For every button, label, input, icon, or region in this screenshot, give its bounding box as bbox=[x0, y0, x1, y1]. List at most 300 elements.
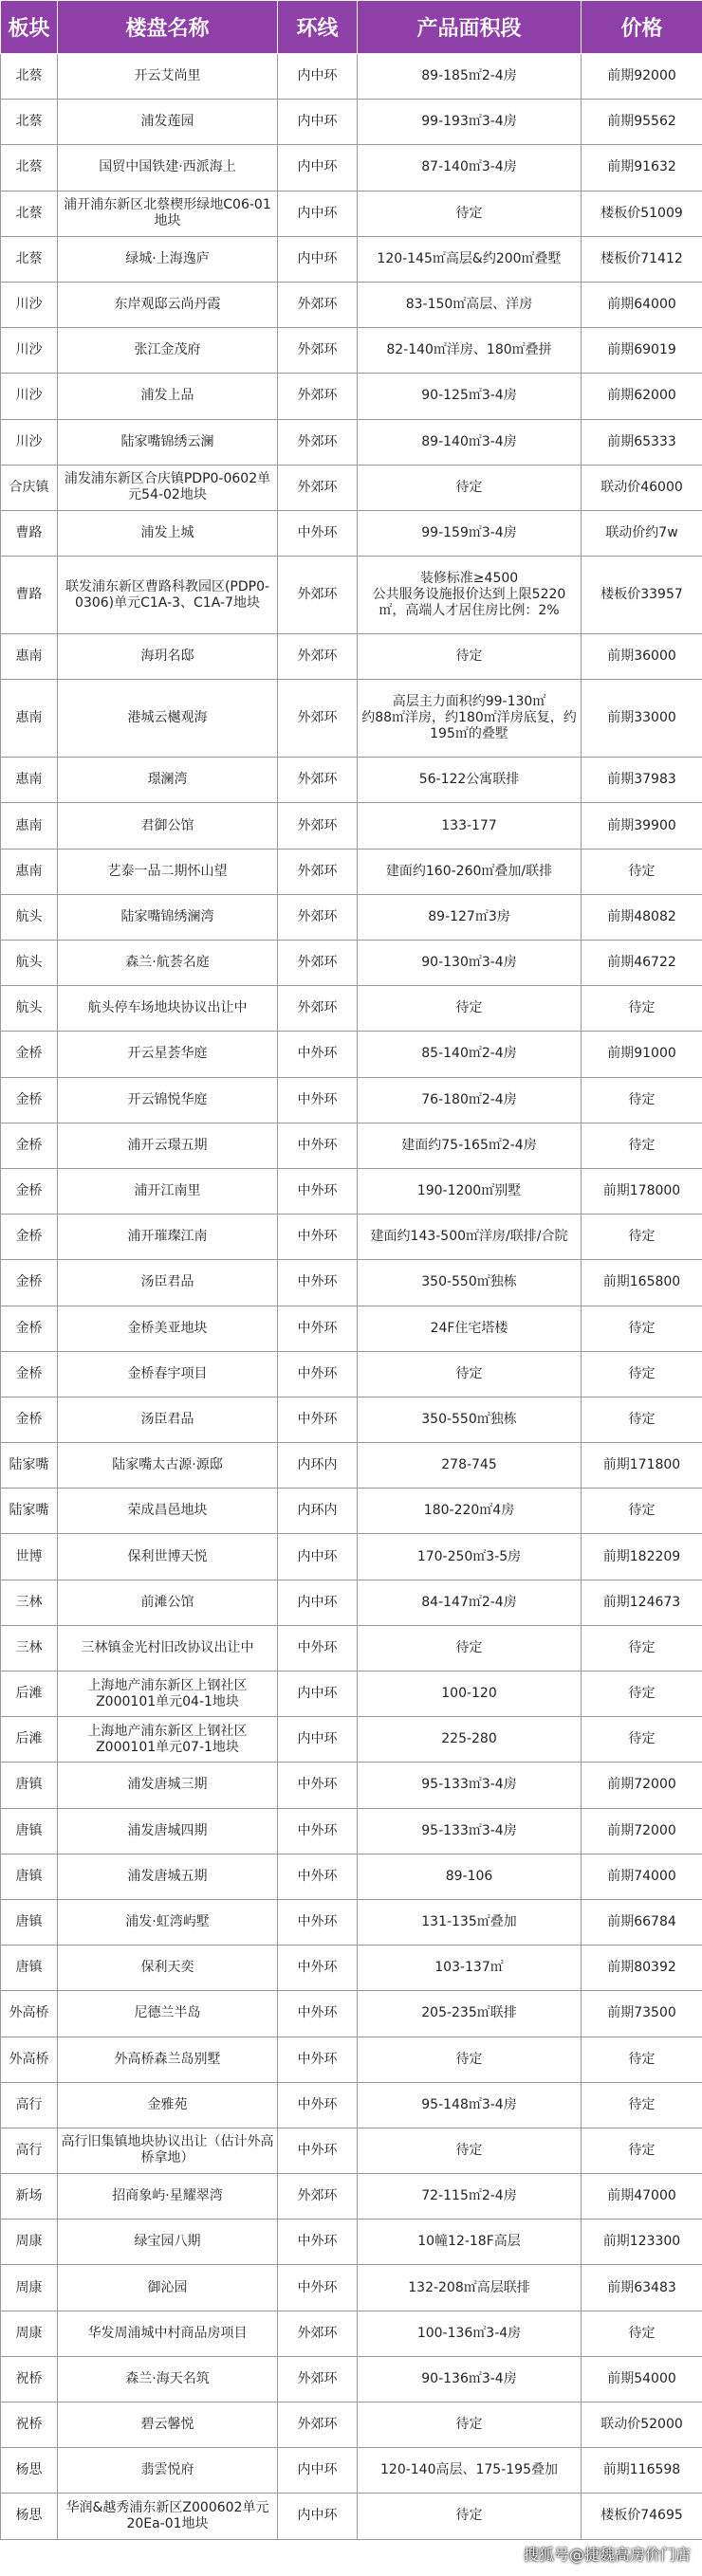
cell-ring-road: 中外环 bbox=[278, 1946, 358, 1991]
cell-district: 金桥 bbox=[1, 1077, 58, 1123]
cell-district: 航头 bbox=[1, 941, 58, 986]
cell-area-range: 待定 bbox=[358, 986, 582, 1032]
cell-area-range: 89-106 bbox=[358, 1854, 582, 1899]
cell-district: 唐镇 bbox=[1, 1808, 58, 1854]
cell-district: 金桥 bbox=[1, 1351, 58, 1397]
cell-project-name: 浦发唐城五期 bbox=[58, 1854, 278, 1899]
cell-price: 前期62000 bbox=[582, 374, 702, 419]
cell-ring-road: 内中环 bbox=[278, 2448, 358, 2494]
cell-area-range: 190-1200㎡别墅 bbox=[358, 1168, 582, 1214]
table-row bbox=[1, 191, 702, 236]
table-row bbox=[1, 1946, 702, 1991]
cell-area-range: 350-550㎡独栋 bbox=[358, 1260, 582, 1306]
cell-project-name: 东岸观邸云尚丹霞 bbox=[58, 282, 278, 327]
cell-ring-road: 中外环 bbox=[278, 1351, 358, 1397]
cell-project-name: 森兰·航荟名庭 bbox=[58, 941, 278, 986]
cell-ring-road: 内环内 bbox=[278, 1489, 358, 1534]
cell-project-name: 森兰·海天名筑 bbox=[58, 2356, 278, 2402]
cell-project-name: 浦发上品 bbox=[58, 374, 278, 419]
table-row bbox=[1, 100, 702, 145]
cell-district: 周康 bbox=[1, 2220, 58, 2265]
cell-area-range: 待定 bbox=[358, 2037, 582, 2082]
cell-project-name: 航头停车场地块协议出让中 bbox=[58, 986, 278, 1032]
cell-area-range: 120-145㎡高层&约200㎡叠墅 bbox=[358, 236, 582, 282]
cell-project-name: 浦开浦东新区北蔡楔形绿地C06-01地块 bbox=[58, 191, 278, 236]
cell-project-name: 开云艾尚里 bbox=[58, 54, 278, 100]
cell-price: 前期64000 bbox=[582, 282, 702, 327]
table-row bbox=[1, 1625, 702, 1671]
cell-area-range: 170-250㎡3-5房 bbox=[358, 1534, 582, 1580]
cell-area-range: 89-127㎡3房 bbox=[358, 894, 582, 940]
cell-area-range: 待定 bbox=[358, 2402, 582, 2448]
cell-district: 北蔡 bbox=[1, 100, 58, 145]
cell-area-range: 待定 bbox=[358, 191, 582, 236]
cell-area-range: 99-193㎡3-4房 bbox=[358, 100, 582, 145]
cell-district: 金桥 bbox=[1, 1397, 58, 1442]
cell-district: 金桥 bbox=[1, 1306, 58, 1351]
table-row bbox=[1, 849, 702, 894]
cell-district: 曹路 bbox=[1, 510, 58, 556]
header-ring-road: 环线 bbox=[278, 1, 358, 54]
cell-ring-road: 外郊环 bbox=[278, 803, 358, 849]
cell-district: 金桥 bbox=[1, 1260, 58, 1306]
cell-area-range: 10幢12-18F高层 bbox=[358, 2220, 582, 2265]
table-row bbox=[1, 145, 702, 191]
cell-area-range: 225-280 bbox=[358, 1717, 582, 1763]
cell-price: 前期171800 bbox=[582, 1443, 702, 1489]
cell-district: 川沙 bbox=[1, 419, 58, 465]
cell-ring-road: 外郊环 bbox=[278, 941, 358, 986]
table-row bbox=[1, 2082, 702, 2128]
cell-district: 唐镇 bbox=[1, 1946, 58, 1991]
table-body bbox=[1, 54, 702, 2540]
table-row bbox=[1, 2037, 702, 2082]
cell-area-range: 131-135㎡叠加 bbox=[358, 1899, 582, 1945]
cell-price: 待定 bbox=[582, 2037, 702, 2082]
table-row bbox=[1, 1763, 702, 1808]
table-row bbox=[1, 328, 702, 374]
cell-ring-road: 内中环 bbox=[278, 100, 358, 145]
cell-ring-road: 中外环 bbox=[278, 2128, 358, 2173]
cell-district: 世博 bbox=[1, 1534, 58, 1580]
header-district: 板块 bbox=[1, 1, 58, 54]
cell-price: 前期37983 bbox=[582, 758, 702, 803]
cell-ring-road: 内中环 bbox=[278, 54, 358, 100]
header-project-name: 楼盘名称 bbox=[58, 1, 278, 54]
cell-area-range: 装修标准≥4500 公共服务设施报价达到上限5220㎡，高端人才居住房比例：2% bbox=[358, 557, 582, 634]
table-row bbox=[1, 894, 702, 940]
cell-price: 前期182209 bbox=[582, 1534, 702, 1580]
cell-price: 待定 bbox=[582, 1306, 702, 1351]
cell-price: 前期72000 bbox=[582, 1763, 702, 1808]
cell-price: 楼板价71412 bbox=[582, 236, 702, 282]
cell-price: 前期69019 bbox=[582, 328, 702, 374]
cell-district: 后滩 bbox=[1, 1717, 58, 1763]
table-row bbox=[1, 1808, 702, 1854]
header-area-range: 产品面积段 bbox=[358, 1, 582, 54]
cell-price: 待定 bbox=[582, 1351, 702, 1397]
cell-project-name: 开云锦悦华庭 bbox=[58, 1077, 278, 1123]
table-row bbox=[1, 941, 702, 986]
cell-district: 惠南 bbox=[1, 758, 58, 803]
cell-area-range: 82-140㎡洋房、180㎡叠拼 bbox=[358, 328, 582, 374]
cell-area-range: 132-208㎡高层联排 bbox=[358, 2265, 582, 2311]
cell-ring-road: 内中环 bbox=[278, 191, 358, 236]
table-row bbox=[1, 1443, 702, 1489]
cell-project-name: 浦发唐城三期 bbox=[58, 1763, 278, 1808]
cell-project-name: 外高桥森兰岛别墅 bbox=[58, 2037, 278, 2082]
watermark: 搜狐号@捷魏高房价门店 bbox=[523, 2546, 691, 2564]
cell-ring-road: 中外环 bbox=[278, 1808, 358, 1854]
cell-area-range: 278-745 bbox=[358, 1443, 582, 1489]
cell-project-name: 君御公馆 bbox=[58, 803, 278, 849]
cell-area-range: 24F住宅塔楼 bbox=[358, 1306, 582, 1351]
cell-project-name: 陆家嘴太古源·源邸 bbox=[58, 1443, 278, 1489]
table-row bbox=[1, 2311, 702, 2356]
cell-district: 三林 bbox=[1, 1625, 58, 1671]
cell-price: 待定 bbox=[582, 1077, 702, 1123]
cell-ring-road: 外郊环 bbox=[278, 374, 358, 419]
table-row bbox=[1, 510, 702, 556]
cell-district: 杨思 bbox=[1, 2494, 58, 2539]
cell-district: 北蔡 bbox=[1, 236, 58, 282]
cell-district: 金桥 bbox=[1, 1215, 58, 1260]
cell-area-range: 95-148㎡3-4房 bbox=[358, 2082, 582, 2128]
cell-area-range: 待定 bbox=[358, 1351, 582, 1397]
cell-area-range: 350-550㎡独栋 bbox=[358, 1397, 582, 1442]
table-row bbox=[1, 282, 702, 327]
cell-ring-road: 内中环 bbox=[278, 236, 358, 282]
cell-area-range: 120-140高层、175-195叠加 bbox=[358, 2448, 582, 2494]
cell-project-name: 国贸中国铁建·西派海上 bbox=[58, 145, 278, 191]
cell-area-range: 90-136㎡3-4房 bbox=[358, 2356, 582, 2402]
cell-ring-road: 中外环 bbox=[278, 1397, 358, 1442]
cell-district: 惠南 bbox=[1, 849, 58, 894]
cell-price: 前期95562 bbox=[582, 100, 702, 145]
cell-area-range: 72-115㎡2-4房 bbox=[358, 2174, 582, 2220]
cell-price: 前期65333 bbox=[582, 419, 702, 465]
cell-price: 待定 bbox=[582, 1489, 702, 1534]
cell-ring-road: 中外环 bbox=[278, 1168, 358, 1214]
cell-area-range: 56-122公寓联排 bbox=[358, 758, 582, 803]
cell-ring-road: 外郊环 bbox=[278, 634, 358, 680]
cell-ring-road: 中外环 bbox=[278, 1306, 358, 1351]
cell-area-range: 待定 bbox=[358, 634, 582, 680]
cell-area-range: 180-220㎡4房 bbox=[358, 1489, 582, 1534]
cell-price: 前期165800 bbox=[582, 1260, 702, 1306]
cell-project-name: 陆家嘴锦绣云澜 bbox=[58, 419, 278, 465]
header-price: 价格 bbox=[582, 1, 702, 54]
cell-project-name: 上海地产浦东新区上钢社区Z000101单元04-1地块 bbox=[58, 1672, 278, 1717]
cell-district: 三林 bbox=[1, 1580, 58, 1625]
cell-project-name: 艺泰一品二期怀山望 bbox=[58, 849, 278, 894]
cell-district: 周康 bbox=[1, 2265, 58, 2311]
cell-district: 金桥 bbox=[1, 1168, 58, 1214]
cell-district: 惠南 bbox=[1, 803, 58, 849]
cell-project-name: 绿宝园八期 bbox=[58, 2220, 278, 2265]
cell-project-name: 汤臣君品 bbox=[58, 1397, 278, 1442]
cell-ring-road: 中外环 bbox=[278, 1899, 358, 1945]
table-header-row bbox=[1, 1, 702, 54]
cell-project-name: 绿城·上海逸庐 bbox=[58, 236, 278, 282]
cell-area-range: 84-147㎡2-4房 bbox=[358, 1580, 582, 1625]
cell-price: 待定 bbox=[582, 986, 702, 1032]
cell-district: 周康 bbox=[1, 2311, 58, 2356]
cell-ring-road: 外郊环 bbox=[278, 419, 358, 465]
table-row bbox=[1, 557, 702, 634]
cell-price: 联动价46000 bbox=[582, 465, 702, 510]
cell-project-name: 荣成昌邑地块 bbox=[58, 1489, 278, 1534]
cell-ring-road: 中外环 bbox=[278, 1991, 358, 2037]
cell-price: 前期36000 bbox=[582, 634, 702, 680]
cell-area-range: 89-185㎡2-4房 bbox=[358, 54, 582, 100]
cell-ring-road: 外郊环 bbox=[278, 328, 358, 374]
cell-area-range: 建面约160-260㎡叠加/联排 bbox=[358, 849, 582, 894]
cell-district: 祝桥 bbox=[1, 2402, 58, 2448]
cell-district: 北蔡 bbox=[1, 54, 58, 100]
cell-ring-road: 外郊环 bbox=[278, 849, 358, 894]
cell-ring-road: 中外环 bbox=[278, 1625, 358, 1671]
cell-ring-road: 外郊环 bbox=[278, 758, 358, 803]
cell-ring-road: 外郊环 bbox=[278, 2311, 358, 2356]
cell-area-range: 205-235㎡联排 bbox=[358, 1991, 582, 2037]
table-row bbox=[1, 1168, 702, 1214]
cell-district: 陆家嘴 bbox=[1, 1489, 58, 1534]
cell-project-name: 保利世博天悦 bbox=[58, 1534, 278, 1580]
cell-area-range: 90-125㎡3-4房 bbox=[358, 374, 582, 419]
cell-price: 前期66784 bbox=[582, 1899, 702, 1945]
cell-district: 高行 bbox=[1, 2128, 58, 2173]
cell-district: 外高桥 bbox=[1, 1991, 58, 2037]
table-row bbox=[1, 2448, 702, 2494]
cell-project-name: 尼德兰半岛 bbox=[58, 1991, 278, 2037]
cell-district: 唐镇 bbox=[1, 1763, 58, 1808]
table-row bbox=[1, 2128, 702, 2173]
table-row bbox=[1, 1854, 702, 1899]
table-row bbox=[1, 1306, 702, 1351]
table-row bbox=[1, 1123, 702, 1168]
cell-price: 待定 bbox=[582, 2082, 702, 2128]
table-row bbox=[1, 465, 702, 510]
cell-district: 曹路 bbox=[1, 557, 58, 634]
cell-project-name: 高行旧集镇地块协议出让（估计外高桥拿地） bbox=[58, 2128, 278, 2173]
cell-area-range: 100-136㎡3-4房 bbox=[358, 2311, 582, 2356]
cell-project-name: 浦开江南里 bbox=[58, 1168, 278, 1214]
cell-price: 楼板价74695 bbox=[582, 2494, 702, 2539]
cell-price: 前期91000 bbox=[582, 1032, 702, 1077]
cell-district: 川沙 bbox=[1, 374, 58, 419]
cell-project-name: 御沁园 bbox=[58, 2265, 278, 2311]
cell-project-name: 金桥美亚地块 bbox=[58, 1306, 278, 1351]
cell-price: 楼板价33957 bbox=[582, 557, 702, 634]
cell-project-name: 联发浦东新区曹路科教园区(PDP0-0306)单元C1A-3、C1A-7地块 bbox=[58, 557, 278, 634]
cell-price: 待定 bbox=[582, 2128, 702, 2173]
cell-area-range: 95-133㎡3-4房 bbox=[358, 1808, 582, 1854]
cell-price: 前期178000 bbox=[582, 1168, 702, 1214]
cell-ring-road: 中外环 bbox=[278, 1032, 358, 1077]
cell-area-range: 89-140㎡3-4房 bbox=[358, 419, 582, 465]
cell-district: 唐镇 bbox=[1, 1854, 58, 1899]
cell-area-range: 建面约143-500㎡洋房/联排/合院 bbox=[358, 1215, 582, 1260]
cell-price: 前期80392 bbox=[582, 1946, 702, 1991]
cell-price: 待定 bbox=[582, 1717, 702, 1763]
cell-project-name: 浦发莲园 bbox=[58, 100, 278, 145]
table-row bbox=[1, 2356, 702, 2402]
cell-ring-road: 中外环 bbox=[278, 2082, 358, 2128]
table-row bbox=[1, 1534, 702, 1580]
cell-ring-road: 内中环 bbox=[278, 2494, 358, 2539]
cell-ring-road: 外郊环 bbox=[278, 557, 358, 634]
cell-ring-road: 外郊环 bbox=[278, 894, 358, 940]
cell-project-name: 招商象屿·星耀翠湾 bbox=[58, 2174, 278, 2220]
cell-ring-road: 内中环 bbox=[278, 1534, 358, 1580]
cell-project-name: 海玥名邸 bbox=[58, 634, 278, 680]
cell-ring-road: 中外环 bbox=[278, 2037, 358, 2082]
cell-area-range: 建面约75-165㎡2-4房 bbox=[358, 1123, 582, 1168]
cell-ring-road: 内中环 bbox=[278, 1717, 358, 1763]
cell-price: 前期63483 bbox=[582, 2265, 702, 2311]
cell-ring-road: 中外环 bbox=[278, 1260, 358, 1306]
cell-ring-road: 内中环 bbox=[278, 1672, 358, 1717]
cell-price: 前期48082 bbox=[582, 894, 702, 940]
cell-area-range: 76-180㎡2-4房 bbox=[358, 1077, 582, 1123]
cell-area-range: 90-130㎡3-4房 bbox=[358, 941, 582, 986]
cell-ring-road: 中外环 bbox=[278, 2265, 358, 2311]
cell-price: 待定 bbox=[582, 1397, 702, 1442]
table-row bbox=[1, 1397, 702, 1442]
cell-project-name: 金雅苑 bbox=[58, 2082, 278, 2128]
cell-project-name: 浦开云璟五期 bbox=[58, 1123, 278, 1168]
cell-district: 新场 bbox=[1, 2174, 58, 2220]
cell-district: 陆家嘴 bbox=[1, 1443, 58, 1489]
table-row bbox=[1, 1991, 702, 2037]
cell-ring-road: 中外环 bbox=[278, 2220, 358, 2265]
cell-ring-road: 外郊环 bbox=[278, 465, 358, 510]
cell-project-name: 华发周浦城中村商品房项目 bbox=[58, 2311, 278, 2356]
table-row bbox=[1, 1077, 702, 1123]
cell-project-name: 浦发上城 bbox=[58, 510, 278, 556]
cell-area-range: 95-133㎡3-4房 bbox=[358, 1763, 582, 1808]
cell-price: 前期74000 bbox=[582, 1854, 702, 1899]
cell-project-name: 浦开璀璨江南 bbox=[58, 1215, 278, 1260]
table-row bbox=[1, 1899, 702, 1945]
cell-project-name: 金桥春宇项目 bbox=[58, 1351, 278, 1397]
cell-district: 惠南 bbox=[1, 634, 58, 680]
table-row bbox=[1, 419, 702, 465]
cell-area-range: 87-140㎡3-4房 bbox=[358, 145, 582, 191]
cell-price: 前期123300 bbox=[582, 2220, 702, 2265]
table-row bbox=[1, 1580, 702, 1625]
cell-district: 川沙 bbox=[1, 282, 58, 327]
cell-project-name: 翡雲悦府 bbox=[58, 2448, 278, 2494]
cell-ring-road: 中外环 bbox=[278, 1215, 358, 1260]
table-row bbox=[1, 1672, 702, 1717]
table-row bbox=[1, 758, 702, 803]
cell-project-name: 浦发唐城四期 bbox=[58, 1808, 278, 1854]
table-row bbox=[1, 1489, 702, 1534]
cell-ring-road: 外郊环 bbox=[278, 2174, 358, 2220]
cell-project-name: 华润&越秀浦东新区Z000602单元20Ea-01地块 bbox=[58, 2494, 278, 2539]
table-row bbox=[1, 236, 702, 282]
cell-project-name: 张江金茂府 bbox=[58, 328, 278, 374]
cell-district: 合庆镇 bbox=[1, 465, 58, 510]
cell-price: 楼板价51009 bbox=[582, 191, 702, 236]
cell-price: 前期33000 bbox=[582, 680, 702, 758]
cell-ring-road: 内环内 bbox=[278, 1443, 358, 1489]
cell-ring-road: 外郊环 bbox=[278, 2402, 358, 2448]
cell-project-name: 璟澜湾 bbox=[58, 758, 278, 803]
cell-project-name: 汤臣君品 bbox=[58, 1260, 278, 1306]
cell-area-range: 103-137㎡ bbox=[358, 1946, 582, 1991]
cell-price: 待定 bbox=[582, 849, 702, 894]
cell-price: 联动价52000 bbox=[582, 2402, 702, 2448]
cell-area-range: 待定 bbox=[358, 2128, 582, 2173]
cell-district: 北蔡 bbox=[1, 191, 58, 236]
cell-ring-road: 中外环 bbox=[278, 1854, 358, 1899]
cell-price: 前期46722 bbox=[582, 941, 702, 986]
cell-project-name: 港城云樾观海 bbox=[58, 680, 278, 758]
table-row bbox=[1, 2402, 702, 2448]
table-row bbox=[1, 1351, 702, 1397]
table-row bbox=[1, 1717, 702, 1763]
cell-project-name: 三林镇金光村旧改协议出让中 bbox=[58, 1625, 278, 1671]
cell-district: 惠南 bbox=[1, 680, 58, 758]
cell-price: 待定 bbox=[582, 1625, 702, 1671]
cell-price: 前期47000 bbox=[582, 2174, 702, 2220]
cell-district: 北蔡 bbox=[1, 145, 58, 191]
cell-district: 杨思 bbox=[1, 2448, 58, 2494]
cell-ring-road: 外郊环 bbox=[278, 2356, 358, 2402]
cell-area-range: 待定 bbox=[358, 465, 582, 510]
cell-price: 待定 bbox=[582, 2311, 702, 2356]
cell-area-range: 待定 bbox=[358, 1625, 582, 1671]
cell-price: 前期92000 bbox=[582, 54, 702, 100]
table-row bbox=[1, 54, 702, 100]
table-row bbox=[1, 986, 702, 1032]
cell-area-range: 100-120 bbox=[358, 1672, 582, 1717]
cell-price: 联动价约7w bbox=[582, 510, 702, 556]
cell-district: 唐镇 bbox=[1, 1899, 58, 1945]
cell-project-name: 碧云馨悦 bbox=[58, 2402, 278, 2448]
cell-project-name: 陆家嘴锦绣澜湾 bbox=[58, 894, 278, 940]
table-row bbox=[1, 2494, 702, 2539]
cell-ring-road: 中外环 bbox=[278, 1123, 358, 1168]
cell-price: 前期124673 bbox=[582, 1580, 702, 1625]
cell-ring-road: 中外环 bbox=[278, 510, 358, 556]
cell-price: 前期54000 bbox=[582, 2356, 702, 2402]
cell-district: 后滩 bbox=[1, 1672, 58, 1717]
cell-ring-road: 内中环 bbox=[278, 145, 358, 191]
cell-ring-road: 内中环 bbox=[278, 1580, 358, 1625]
table-row bbox=[1, 803, 702, 849]
cell-project-name: 保利天奕 bbox=[58, 1946, 278, 1991]
cell-area-range: 待定 bbox=[358, 2494, 582, 2539]
cell-district: 川沙 bbox=[1, 328, 58, 374]
table-row bbox=[1, 2265, 702, 2311]
cell-area-range: 83-150㎡高层、洋房 bbox=[358, 282, 582, 327]
cell-ring-road: 外郊环 bbox=[278, 986, 358, 1032]
cell-district: 航头 bbox=[1, 894, 58, 940]
cell-price: 待定 bbox=[582, 1123, 702, 1168]
cell-ring-road: 外郊环 bbox=[278, 282, 358, 327]
table-row bbox=[1, 2220, 702, 2265]
table-row bbox=[1, 2174, 702, 2220]
cell-ring-road: 外郊环 bbox=[278, 680, 358, 758]
cell-district: 高行 bbox=[1, 2082, 58, 2128]
table-row bbox=[1, 680, 702, 758]
cell-ring-road: 中外环 bbox=[278, 1763, 358, 1808]
cell-project-name: 前滩公馆 bbox=[58, 1580, 278, 1625]
